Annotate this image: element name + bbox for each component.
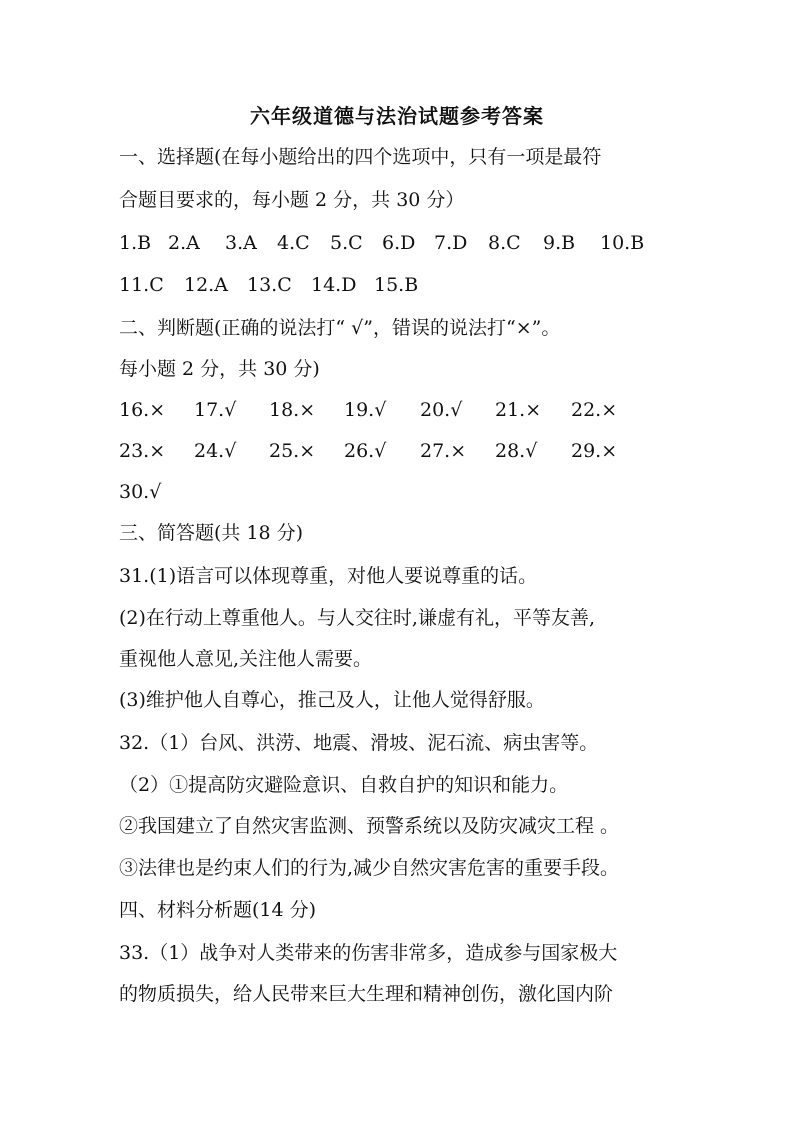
section2-heading-line2: 每小题 2 分，共 30 分) <box>119 358 320 380</box>
answer-29: 29.× <box>571 440 618 462</box>
answer-7: 7.D <box>434 232 468 254</box>
answer-30: 30.√ <box>119 481 162 503</box>
answer-13: 13.C <box>247 274 292 296</box>
answer-8: 8.C <box>488 232 521 254</box>
answer-15: 15.B <box>374 274 419 296</box>
answer-12: 12.A <box>184 274 228 296</box>
section2-answer-row-3 <box>119 479 161 505</box>
answer-27: 27.× <box>420 440 467 462</box>
answer-23: 23.× <box>119 440 166 462</box>
answer-24: 24.√ <box>194 440 237 462</box>
answer-20: 20.√ <box>420 399 463 421</box>
answer-1: 1.B <box>119 232 152 254</box>
q32-point3: ③法律也是约束人们的行为,减少自然灾害危害的重要手段。 <box>119 857 620 879</box>
section4-heading: 四、材料分析题(14 分) <box>119 899 317 921</box>
q31-part1: 31.(1)语言可以体现尊重，对他人要说尊重的话。 <box>119 565 538 587</box>
answer-10: 10.B <box>600 232 645 254</box>
answer-11: 11.C <box>119 274 164 296</box>
section1-answer-row-2 <box>119 272 418 298</box>
document-title: 六年级道德与法治试题参考答案 <box>250 104 544 128</box>
section1-heading-line2: 合题目要求的，每小题 2 分，共 30 分） <box>119 189 465 211</box>
answer-25: 25.× <box>269 440 316 462</box>
answer-2: 2.A <box>168 232 200 254</box>
section2-answer-row-1 <box>119 397 617 423</box>
section1-answer-row-1 <box>119 230 644 256</box>
q33-line2: 的物质损失，给人民带来巨大生理和精神创伤，激化国内阶 <box>119 983 614 1005</box>
answer-18: 18.× <box>269 399 316 421</box>
section2-heading-line1: 二、判断题(正确的说法打“ √”，错误的说法打“×”。 <box>119 317 561 339</box>
answer-19: 19.√ <box>344 399 387 421</box>
q31-part2-line1: (2)在行动上尊重他人。与人交往时,谦虚有礼，平等友善, <box>119 607 595 629</box>
section1-heading-line1: 一、选择题(在每小题给出的四个选项中，只有一项是最符 <box>119 146 602 168</box>
answer-5: 5.C <box>330 232 363 254</box>
q32-point2: ②我国建立了自然灾害监测、预警系统以及防灾减灾工程 。 <box>119 815 620 837</box>
answer-26: 26.√ <box>344 440 387 462</box>
answer-4: 4.C <box>277 232 310 254</box>
answer-3: 3.A <box>225 232 257 254</box>
q31-part3: (3)维护他人自尊心，推己及人，让他人觉得舒服。 <box>119 689 545 711</box>
answer-6: 6.D <box>382 232 416 254</box>
answer-28: 28.√ <box>495 440 538 462</box>
q32-part2: （2）①提高防灾避险意识、自救自护的知识和能力。 <box>119 774 569 796</box>
answer-21: 21.× <box>495 399 542 421</box>
answer-14: 14.D <box>311 274 357 296</box>
section2-answer-row-2 <box>119 438 617 464</box>
answer-9: 9.B <box>543 232 576 254</box>
answer-17: 17.√ <box>194 399 237 421</box>
q31-part2-line2: 重视他人意见,关注他人需要。 <box>119 648 373 670</box>
q32-part1: 32.（1）台风、洪涝、地震、滑坡、泥石流、病虫害等。 <box>119 732 599 754</box>
section3-heading: 三、简答题(共 18 分) <box>119 522 304 544</box>
answer-22: 22.× <box>571 399 618 421</box>
q33-line1: 33.（1）战争对人类带来的伤害非常多，造成参与国家极大 <box>119 942 618 964</box>
answer-16: 16.× <box>119 399 166 421</box>
